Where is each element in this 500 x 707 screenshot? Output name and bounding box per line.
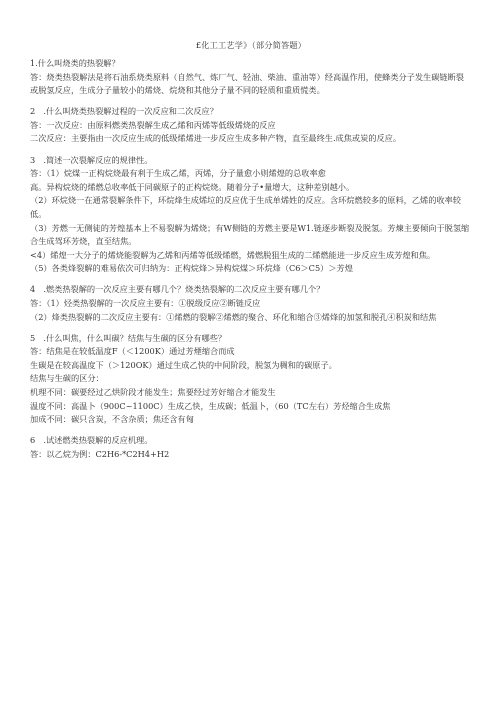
answer-text: （3）芳燃一无侧徒的芳煌基本上不易裂解为烯烧；有W侧链的芳燃主要是W1.链逐步断裂及脱氢。芳煉主要倾向于脱氢缩合生成驾环芳烧，直至结焦。: [30, 222, 470, 247]
answer-text: 答：（1）烃类热裂解的一次反应主要有：①脱级反应②断链反应: [30, 298, 261, 308]
question-text: 3 .简述一次裂解反应的规律性。: [30, 154, 153, 165]
question-5: [30, 332, 472, 427]
question-text: 2 .什么叫烧类热裂解过程的一次反应和二次反应？: [30, 106, 218, 117]
answer-text: 高。异构烷烧的烯燃总收率低于同碳原子的正构烷烧。随着分子•量增大，这种差别越小。: [30, 181, 355, 192]
answer-text: 答：一次反应：由原料燃类热裂解生成乙烯和丙烯等低级烯烧的反应: [30, 119, 276, 130]
answer-text: <4）烯煌一大分子的烯烧能裂解为乙烯和丙烯等低级烯燃，烯燃脱狙生成的二烯燃能进一步反应生成芳煌和焦。: [30, 249, 436, 260]
question-4: [30, 283, 472, 324]
answer-text: （2）环烷烧一在通常裂解条件下，环烷烽生成烯垃的反应优于生成单烯姓的反应。含环烷燃较多的原料，乙烯的收率较低。: [30, 195, 461, 219]
answer-text: 加成不同：碳只含炭，不含杂质；焦还含有匈: [30, 414, 194, 425]
question-text: 4 .燃类热裂解的一次反应主要有哪几个？烧类热裂解的二次反应主要有哪几个？: [30, 284, 325, 295]
answer-text: 答：烧类热裂解法是将石油系烧类原料（自然气、炼厂气、轻油、柴油、重油等）经高温作用，使蜂类分子发生碳链断裂或脱氢反应，生成分子量较小的烯烧、烷烧和其他分子量不同的轻质和重质慌类。: [30, 71, 464, 96]
answer-text: 答：（1）烷煤一正构烷烧最有利于生成乙烯，丙烯，分子量愈小则烯煌的总收率愈: [30, 168, 326, 179]
answer-text: （2）烽类热裂解的二次反应主要有：①烯燃的裂解②烯燃的聚合、环化和缩合③烯烽的加氢和脱孔④积炭和结焦: [30, 311, 437, 322]
answer-text: 答：结焦是在较低温度F（＜1200K）通过芳煙缩合而成: [30, 346, 235, 357]
answer-text: 机理不同：碳要经过乙烘阶段才能发生；焦要经过芳好缩合才能发生: [30, 387, 276, 398]
answer-text: 答：以乙烷为例：C2H6-*C2H4+H2: [30, 448, 170, 459]
question-2: [30, 105, 472, 146]
question-1: [30, 57, 472, 98]
answer-text: 结焦与生碳的区分：: [30, 373, 104, 384]
document-page: [30, 40, 472, 469]
question-text: 6 .试述燃类热裂解的反应机理。: [30, 435, 153, 446]
answer-text: 二次反应：主要指由一次反应生成的低级烯烯进一步反应生成多种产物，直至最终生.成焦或炭的反应。: [30, 133, 402, 144]
question-text: 5 .什么叫焦，什么叫碳？结焦与生碳的区分有哪些？: [30, 332, 227, 343]
document-title: £化工工艺学》（部分简答题）: [195, 40, 307, 50]
answer-text: 温度不同：高温卜（900C~1100C）生成乙快，生成碳；低温卜，（60（TC左右）芳烃缩合生成焦: [30, 400, 391, 411]
question-3: [30, 154, 472, 276]
question-text: 1.什么叫烧类的热裂解？: [30, 58, 120, 68]
answer-text: 生碳是在较高温度下（＞120OK）通过生成乙快的中间阶段，脱氢为稠和的碳原子。: [30, 359, 337, 370]
answer-text: （5）各类烽裂解的难易依次可归纳为：正构烷烽＞异构烷煤＞环烷烽（C6＞C5）＞芳煌: [30, 263, 353, 274]
question-6: [30, 434, 472, 461]
